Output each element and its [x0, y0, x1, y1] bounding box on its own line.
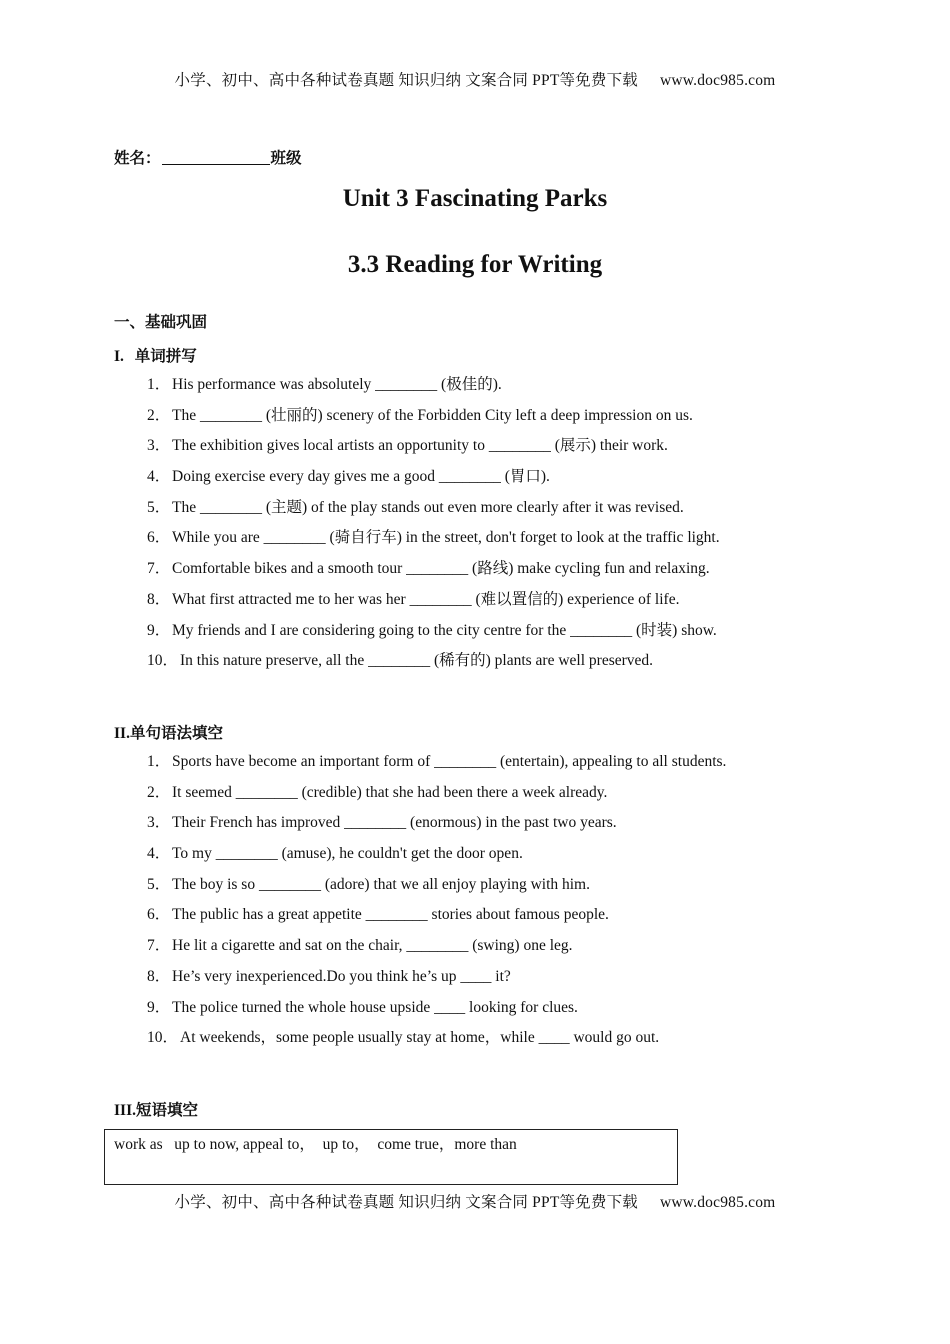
- section-heading-basics: 一、基础巩固: [114, 313, 208, 331]
- item-text: He lit a cigarette and sat on the chair, ________ (swing) one leg.: [172, 937, 573, 955]
- list-item: [147, 784, 726, 815]
- item-number: 2．: [147, 406, 171, 424]
- list-item: [147, 376, 720, 407]
- item-number: 6．: [147, 529, 171, 547]
- part2-roman: II.: [114, 725, 130, 742]
- item-text: It seemed ________ (credible) that she had been there a week already.: [172, 783, 608, 801]
- item-text: To my ________ (amuse), he couldn't get the door open.: [172, 845, 523, 863]
- list-item: [147, 906, 726, 937]
- item-text: His performance was absolutely ________ (极佳的).: [172, 376, 502, 393]
- item-text: Comfortable bikes and a smooth tour ________ (路线) make cycling fun and relaxing.: [172, 560, 710, 578]
- item-number: 3．: [147, 437, 171, 455]
- part2-title: 单句语法填空: [129, 724, 223, 742]
- item-text: The ________ (壮丽的) scenery of the Forbidden City left a deep impression on us.: [172, 406, 693, 424]
- page-header: [0, 68, 950, 90]
- class-label: 班级: [270, 149, 302, 167]
- item-text: The police turned the whole house upside ____ looking for clues.: [172, 998, 578, 1016]
- name-label: 姓名：: [114, 149, 161, 167]
- list-item: [147, 560, 720, 591]
- item-text: The ________ (主题) of the play stands out even more clearly after it was revised.: [172, 498, 684, 516]
- item-text: What first attracted me to her was her ________ (难以置信的) experience of life.: [172, 590, 680, 608]
- list-item: [147, 529, 720, 560]
- student-info-line: [114, 146, 302, 168]
- item-number: 5．: [147, 875, 171, 893]
- item-text: He’s very inexperienced.Do you think he’s up ____ it?: [172, 967, 511, 985]
- item-number: 8．: [147, 590, 171, 608]
- part1-heading: [114, 344, 197, 366]
- item-text: While you are ________ (骑自行车) in the street, don't forget to look at the traffic light.: [172, 529, 720, 547]
- part2-heading: [114, 721, 223, 743]
- item-text: Doing exercise every day gives me a good ________ (胃口).: [172, 468, 550, 486]
- footer-site: www.doc985.com: [659, 1194, 776, 1211]
- item-number: 7．: [147, 937, 171, 955]
- item-text: Sports have become an important form of ________ (entertain), appealing to all students.: [172, 753, 727, 770]
- item-number: 2．: [147, 783, 171, 801]
- phrase-word-bank: [104, 1129, 678, 1185]
- list-item: [147, 407, 720, 438]
- header-text: 小学、初中、高中各种试卷真题 知识归纳 文案合同 PPT等免费下载: [174, 72, 638, 89]
- header-site: www.doc985.com: [659, 72, 776, 89]
- footer-text: 小学、初中、高中各种试卷真题 知识归纳 文案合同 PPT等免费下载: [174, 1194, 638, 1211]
- part3-roman: III.: [114, 1102, 136, 1119]
- grammar-fill-list: [147, 753, 726, 1060]
- item-number: 10．: [147, 652, 179, 670]
- part3-heading: [114, 1098, 198, 1120]
- item-number: 1．: [147, 753, 171, 770]
- part3-title: 短语填空: [135, 1101, 198, 1119]
- item-text: At weekends，some people usually stay at home，while ____ would go out.: [180, 1029, 660, 1047]
- page-footer: [0, 1190, 950, 1212]
- item-text: The exhibition gives local artists an opportunity to ________ (展示) their work.: [172, 437, 668, 455]
- list-item: [147, 437, 720, 468]
- item-number: 3．: [147, 814, 171, 832]
- part1-roman: I.: [114, 348, 124, 365]
- item-number: 9．: [147, 998, 171, 1016]
- item-number: 8．: [147, 967, 171, 985]
- list-item: [147, 999, 726, 1030]
- list-item: [147, 1029, 726, 1060]
- list-item: [147, 499, 720, 530]
- list-item: [147, 468, 720, 499]
- item-number: 4．: [147, 468, 171, 486]
- item-number: 5．: [147, 498, 171, 516]
- list-item: [147, 845, 726, 876]
- item-text: In this nature preserve, all the ________ (稀有的) plants are well preserved.: [180, 652, 654, 670]
- word-bank-text: work as up to now, appeal to， up to， come true，more than: [114, 1136, 517, 1153]
- list-item: [147, 968, 726, 999]
- item-number: 6．: [147, 906, 171, 924]
- item-text: My friends and I are considering going to the city centre for the ________ (时装) show.: [172, 621, 717, 639]
- list-item: [147, 622, 720, 653]
- item-number: 9．: [147, 621, 171, 639]
- item-number: 7．: [147, 560, 171, 578]
- item-text: The boy is so ________ (adore) that we all enjoy playing with him.: [172, 875, 590, 893]
- item-text: Their French has improved ________ (enormous) in the past two years.: [172, 814, 617, 832]
- item-number: 1．: [147, 376, 171, 393]
- name-blank: [162, 150, 270, 165]
- page-title: Unit 3 Fascinating Parks: [342, 185, 608, 212]
- item-number: 10．: [147, 1029, 179, 1047]
- page-subtitle: 3.3 Reading for Writing: [347, 251, 603, 278]
- list-item: [147, 652, 720, 683]
- list-item: [147, 814, 726, 845]
- list-item: [147, 591, 720, 622]
- list-item: [147, 937, 726, 968]
- word-spelling-list: [147, 376, 720, 683]
- list-item: [147, 876, 726, 907]
- list-item: [147, 753, 726, 784]
- part1-title: 单词拼写: [134, 347, 197, 365]
- item-number: 4．: [147, 845, 171, 863]
- item-text: The public has a great appetite ________ stories about famous people.: [172, 906, 609, 924]
